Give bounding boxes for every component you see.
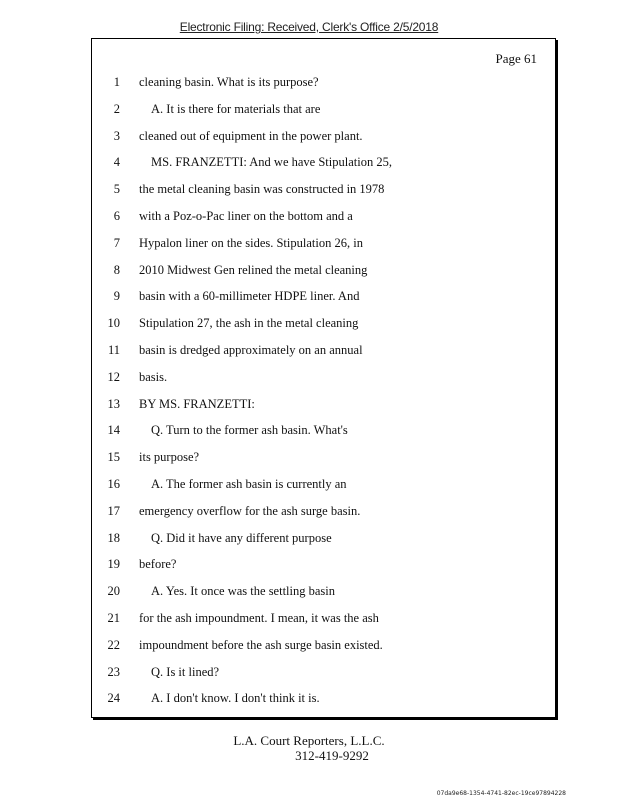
transcript-line xyxy=(92,636,552,654)
line-text: before? xyxy=(139,557,177,572)
line-number: 12 xyxy=(107,369,120,384)
transcript-line xyxy=(92,287,552,305)
line-text: A. It is there for materials that are xyxy=(151,101,321,116)
transcript-line xyxy=(92,689,552,707)
transcript-line xyxy=(92,502,552,520)
line-number: 13 xyxy=(107,396,120,411)
line-number: 2 xyxy=(113,101,120,116)
line-text: basin is dredged approximately on an annual xyxy=(139,343,363,357)
footer xyxy=(0,733,618,763)
line-text: Stipulation 27, the ash in the metal cleaning xyxy=(139,316,359,331)
reporter-phone: 312-419-9292 xyxy=(295,748,369,763)
transcript-line xyxy=(92,153,552,171)
page-number: Page 61 xyxy=(495,51,537,66)
transcript-line xyxy=(92,180,552,198)
line-text: for the ash impoundment. I mean, it was the ash xyxy=(139,611,379,625)
line-number: 21 xyxy=(107,611,120,625)
transcript-line xyxy=(92,368,552,386)
transcript-line xyxy=(92,582,552,600)
transcript-line xyxy=(92,448,552,466)
line-number: 1 xyxy=(113,75,120,89)
transcript-page xyxy=(91,38,556,718)
transcript-line xyxy=(92,234,552,252)
line-number: 10 xyxy=(107,316,120,331)
line-text: cleaning basin. What is its purpose? xyxy=(139,75,319,89)
line-text: impoundment before the ash surge basin existed. xyxy=(139,637,383,652)
line-text: Q. Did it have any different purpose xyxy=(151,530,332,545)
transcript-line xyxy=(92,207,552,225)
transcript-line xyxy=(92,127,552,145)
document-id: 07da9e68-1354-4741-82ec-19ce97894228 xyxy=(436,790,566,797)
line-text: Q. Is it lined? xyxy=(151,664,220,679)
line-number: 9 xyxy=(113,289,120,304)
line-text: emergency overflow for the ash surge basin. xyxy=(139,503,361,518)
line-number: 6 xyxy=(113,209,120,223)
line-text: A. I don't know. I don't think it is. xyxy=(151,691,320,706)
line-text: basis. xyxy=(139,369,168,384)
filing-stamp-text: Electronic Filing: Received, Clerk's Office 2/5/2018 xyxy=(179,20,439,34)
line-text: its purpose? xyxy=(139,450,200,465)
line-number: 20 xyxy=(107,584,120,599)
line-number: 5 xyxy=(113,182,120,197)
line-text: Q. Turn to the former ash basin. What's xyxy=(151,423,348,438)
line-text: BY MS. FRANZETTI: xyxy=(139,396,255,411)
transcript-line xyxy=(92,529,552,547)
line-text: cleaned out of equipment in the power plant. xyxy=(139,128,363,143)
line-number: 16 xyxy=(107,477,120,491)
line-number: 8 xyxy=(113,262,120,277)
transcript-line xyxy=(92,73,552,91)
line-number: 18 xyxy=(107,530,120,545)
reporter-company: L.A. Court Reporters, L.L.C. xyxy=(233,733,385,748)
line-text: A. The former ash basin is currently an xyxy=(151,477,347,491)
line-text: with a Poz-o-Pac liner on the bottom and a xyxy=(139,209,353,223)
line-number: 23 xyxy=(107,664,120,679)
line-number: 19 xyxy=(107,557,120,572)
transcript-line xyxy=(92,314,552,332)
line-number: 3 xyxy=(113,128,120,143)
transcript-line xyxy=(92,475,552,493)
line-number: 22 xyxy=(107,637,120,652)
line-text: the metal cleaning basin was constructed in 1978 xyxy=(139,182,385,197)
transcript-line xyxy=(92,100,552,118)
line-text: 2010 Midwest Gen relined the metal cleaning xyxy=(139,262,368,277)
transcript-line xyxy=(92,395,552,413)
line-number: 7 xyxy=(113,235,120,250)
transcript-line xyxy=(92,555,552,573)
line-number: 14 xyxy=(107,423,120,438)
transcript-line xyxy=(92,261,552,279)
line-text: MS. FRANZETTI: And we have Stipulation 25, xyxy=(151,155,392,170)
line-number: 11 xyxy=(107,343,120,357)
transcript-line xyxy=(92,663,552,681)
transcript-line xyxy=(92,421,552,439)
line-text: basin with a 60-millimeter HDPE liner. And xyxy=(139,289,360,304)
line-text: A. Yes. It once was the settling basin xyxy=(151,584,336,599)
line-number: 17 xyxy=(107,503,120,518)
transcript-line xyxy=(92,609,552,627)
line-text: Hypalon liner on the sides. Stipulation 26, in xyxy=(139,235,363,250)
line-number: 15 xyxy=(107,450,120,465)
line-number: 24 xyxy=(107,691,120,706)
transcript-line xyxy=(92,341,552,359)
filing-stamp xyxy=(0,20,618,34)
line-number: 4 xyxy=(113,155,120,170)
